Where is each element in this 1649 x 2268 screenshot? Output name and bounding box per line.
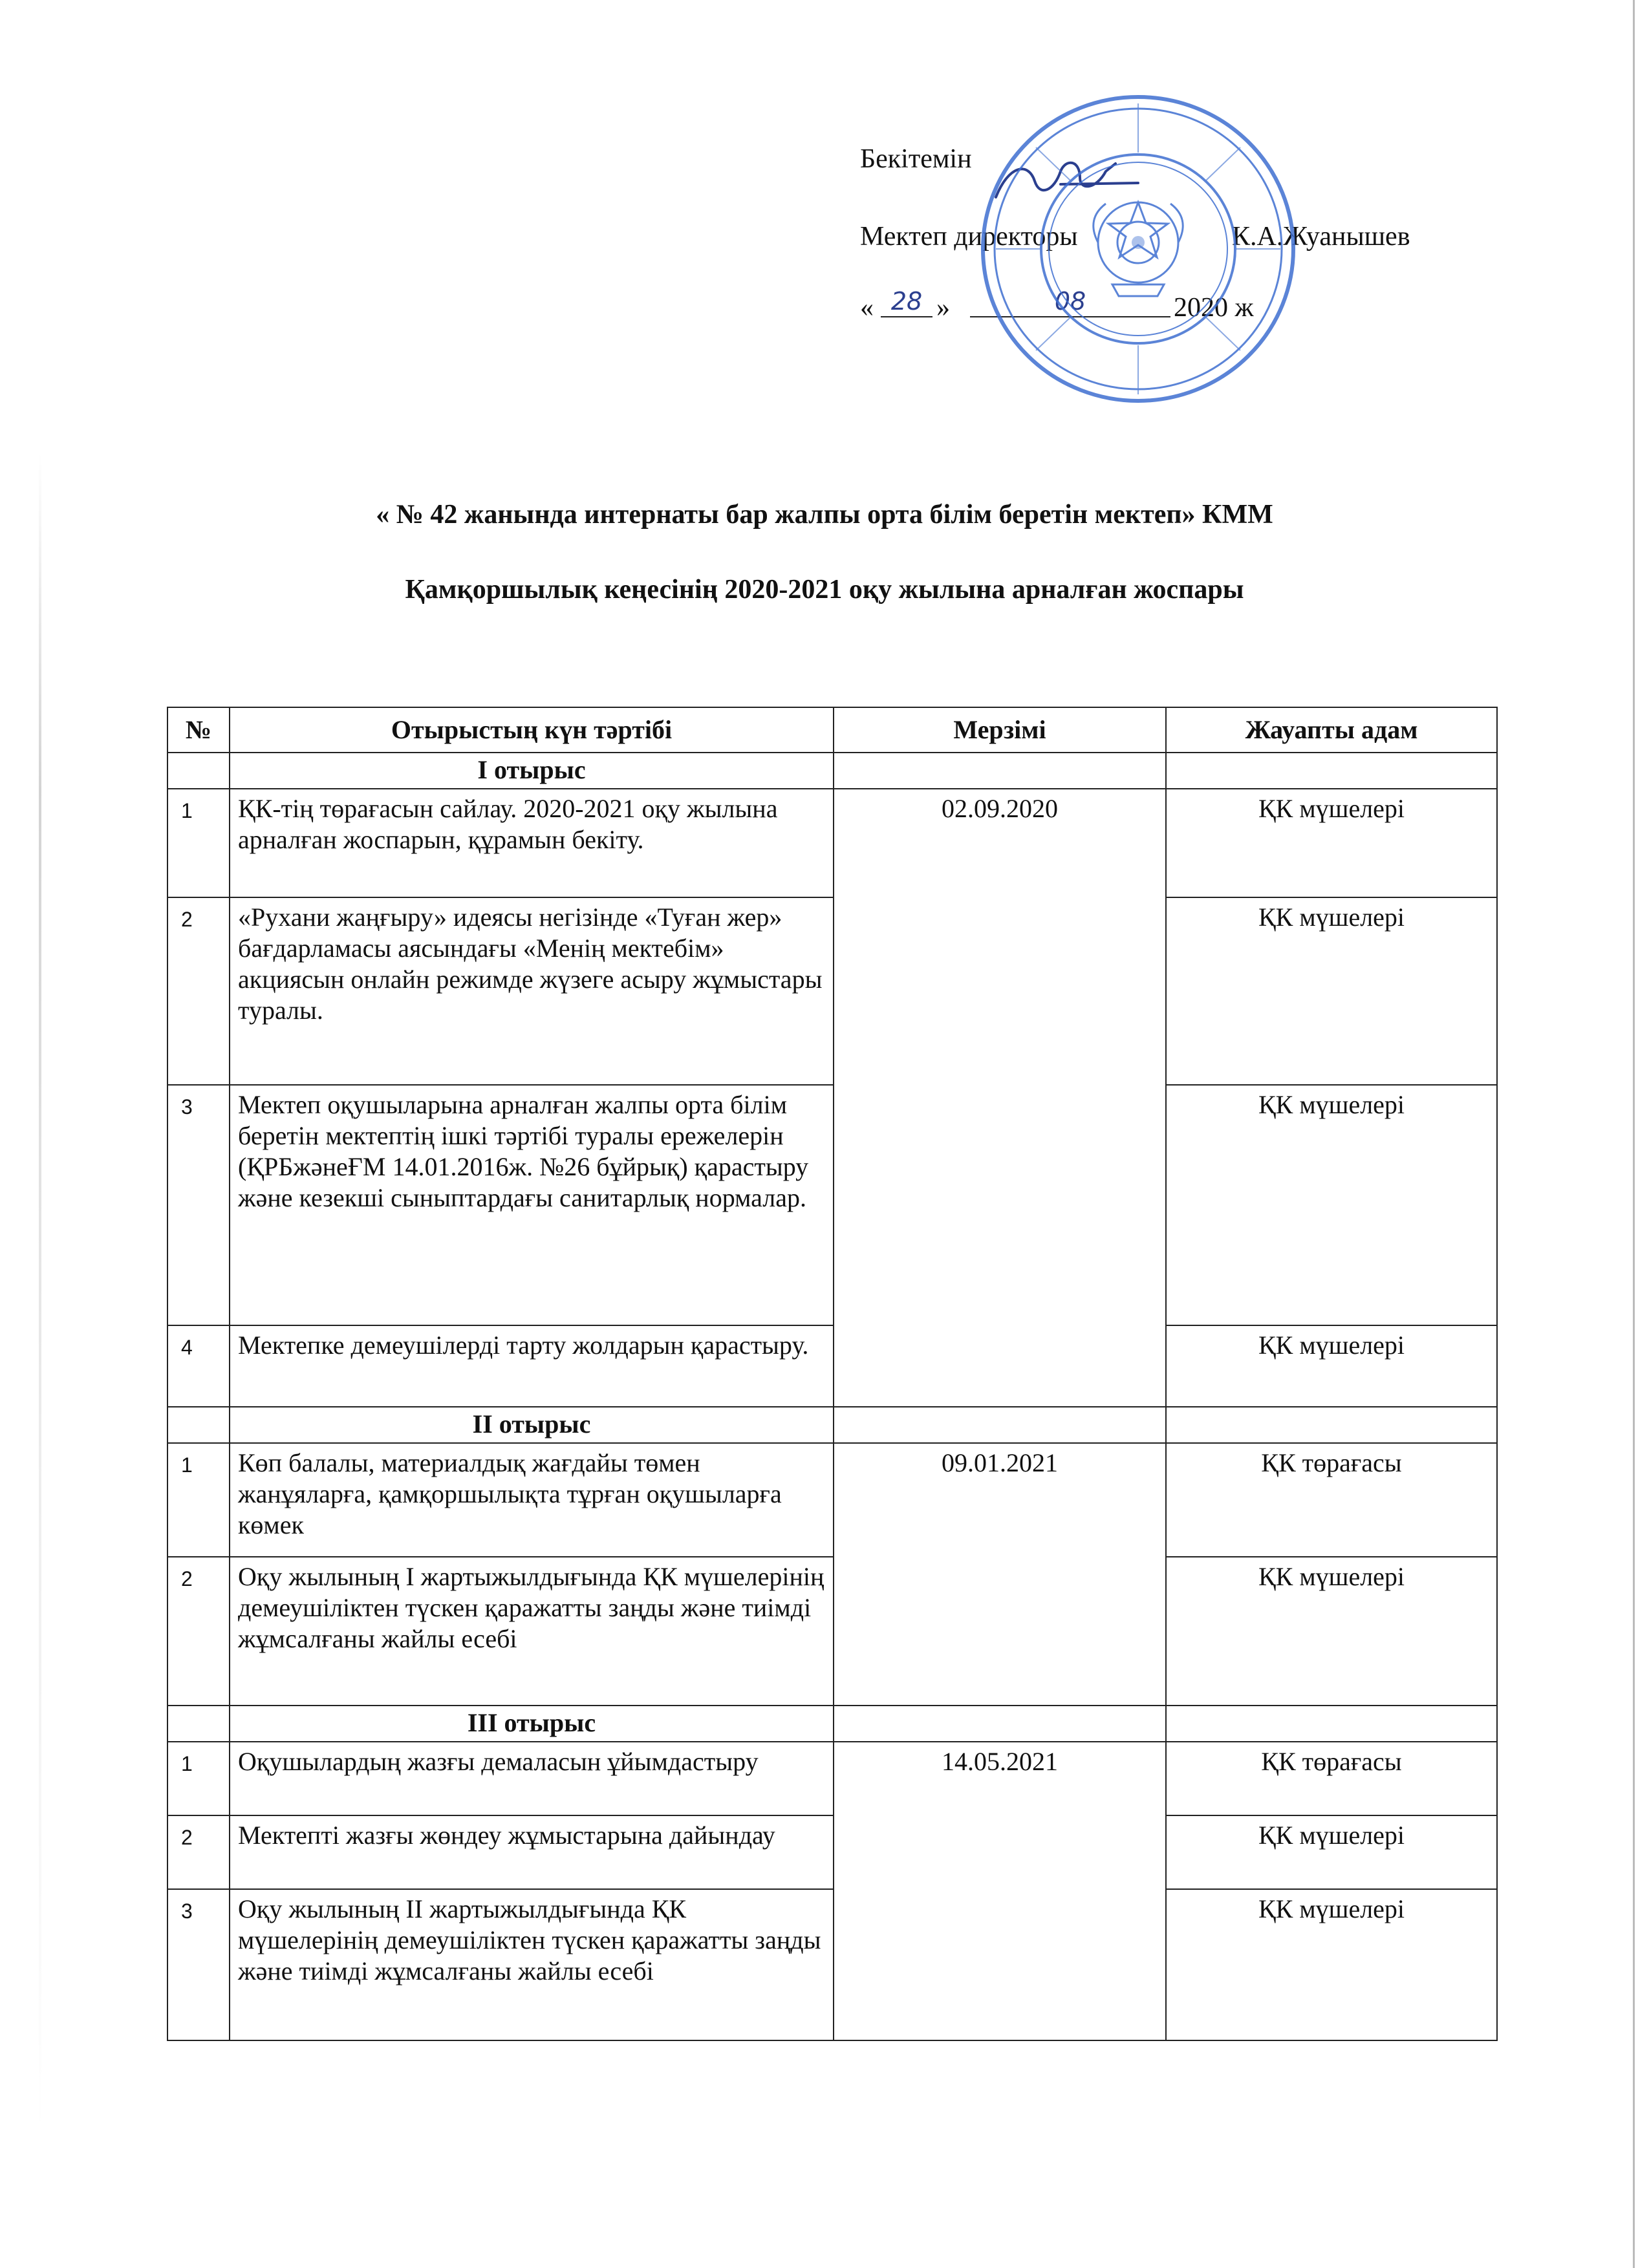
item-responsible: ҚК төрағасы (1166, 1742, 1497, 1815)
date-open-quote: « (860, 293, 874, 323)
item-agenda: Мектепке демеушілерді тарту жолдарын қарастыру. (230, 1325, 834, 1407)
table-row (167, 1889, 1497, 2040)
session-date: 09.01.2021 (834, 1443, 1166, 1706)
session-no-cell (167, 753, 230, 789)
table-row (167, 1325, 1497, 1407)
session-date: 14.05.2021 (834, 1742, 1166, 2040)
item-no: 2 (167, 1557, 230, 1706)
item-no: 1 (167, 1443, 230, 1557)
plan-table (167, 707, 1498, 2041)
session-resp-cell (1166, 1407, 1497, 1443)
table-row (167, 897, 1497, 1085)
date-day: 28 (881, 289, 932, 317)
item-agenda: ҚК-тің төрағасын сайлау. 2020-2021 оқу жылына арналған жоспарын, құрамын бекіту. (230, 789, 834, 897)
header-term: Мерзімі (834, 707, 1166, 753)
item-no: 2 (167, 897, 230, 1085)
director-label: Мектеп директоры (860, 222, 1078, 251)
table-header-row (167, 707, 1497, 753)
item-no: 1 (167, 1742, 230, 1815)
session-date: 02.09.2020 (834, 789, 1166, 1407)
item-responsible: ҚК мүшелері (1166, 1085, 1497, 1325)
item-agenda: Оқу жылының ІІ жартыжылдығында ҚК мүшелерінің демеушіліктен түскен қаражатты заңды және тиімді жұмсалғаны жайлы есебі (230, 1889, 834, 2040)
item-no: 3 (167, 1085, 230, 1325)
scan-edge-right (1633, 0, 1635, 2268)
item-agenda: Оқушылардың жазғы демаласын ұйымдастыру (230, 1742, 834, 1815)
session-title: І отырыс (230, 753, 834, 789)
item-responsible: ҚК мүшелері (1166, 1815, 1497, 1889)
item-responsible: ҚК төрағасы (1166, 1443, 1497, 1557)
session-no-cell (167, 1407, 230, 1443)
session-row (167, 753, 1497, 789)
table-row (167, 1815, 1497, 1889)
director-name: К.А.Жуанышев (1232, 222, 1410, 251)
item-agenda: Мектепті жазғы жөндеу жұмыстарына дайындау (230, 1815, 834, 1889)
item-no: 2 (167, 1815, 230, 1889)
date-year: 2020 ж (1174, 293, 1254, 323)
session-row (167, 1706, 1497, 1742)
table-row (167, 1085, 1497, 1325)
item-responsible: ҚК мүшелері (1166, 1557, 1497, 1706)
approval-title: Бекітемін (860, 144, 972, 174)
table-row (167, 789, 1497, 897)
date-month: 08 (970, 289, 1170, 317)
item-responsible: ҚК мүшелері (1166, 789, 1497, 897)
item-no: 4 (167, 1325, 230, 1407)
header-no: № (167, 707, 230, 753)
scan-edge-shadow (39, 453, 41, 2134)
table-row (167, 1557, 1497, 1706)
session-title: ІІ отырыс (230, 1407, 834, 1443)
item-agenda: Көп балалы, материалдық жағдайы төмен жанұяларға, қамқоршылықта тұрған оқушыларға көмек (230, 1443, 834, 1557)
session-resp-cell (1166, 1706, 1497, 1742)
session-no-cell (167, 1706, 230, 1742)
table-row (167, 1742, 1497, 1815)
item-responsible: ҚК мүшелері (1166, 1325, 1497, 1407)
item-agenda: Мектеп оқушыларына арналған жалпы орта білім беретін мектептің ішкі тәртібі туралы ережелерін (ҚРБжәнеҒМ 14.01.2016ж. №26 бұйрық) қарастыру және кезекші сыныптардағы санитарлық нормалар. (230, 1085, 834, 1325)
session-term-cell (834, 1706, 1166, 1742)
item-agenda: «Рухани жаңғыру» идеясы негізінде «Туған жер» бағдарламасы аясындағы «Менің мектебім» акциясын онлайн режимде жүзеге асыру жұмыстары туралы. (230, 897, 834, 1085)
session-resp-cell (1166, 753, 1497, 789)
date-close-quote: » (936, 293, 950, 323)
document-title-organization: « № 42 жанында интернаты бар жалпы орта білім беретін мектеп» КММ (376, 500, 1273, 530)
session-row (167, 1407, 1497, 1443)
item-responsible: ҚК мүшелері (1166, 1889, 1497, 2040)
item-agenda: Оқу жылының І жартыжылдығында ҚК мүшелерінің демеушіліктен түскен қаражатты заңды және тиімді жұмсалғаны жайлы есебі (230, 1557, 834, 1706)
official-seal-icon (976, 91, 1300, 407)
session-title: ІІІ отырыс (230, 1706, 834, 1742)
session-term-cell (834, 1407, 1166, 1443)
header-responsible: Жауапты адам (1166, 707, 1497, 753)
table-row (167, 1443, 1497, 1557)
session-term-cell (834, 753, 1166, 789)
item-no: 3 (167, 1889, 230, 2040)
document-title-plan: Қамқоршылық кеңесінің 2020-2021 оқу жылына арналған жоспары (405, 575, 1244, 604)
item-responsible: ҚК мүшелері (1166, 897, 1497, 1085)
header-agenda: Отырыстың күн тәртібі (230, 707, 834, 753)
item-no: 1 (167, 789, 230, 897)
